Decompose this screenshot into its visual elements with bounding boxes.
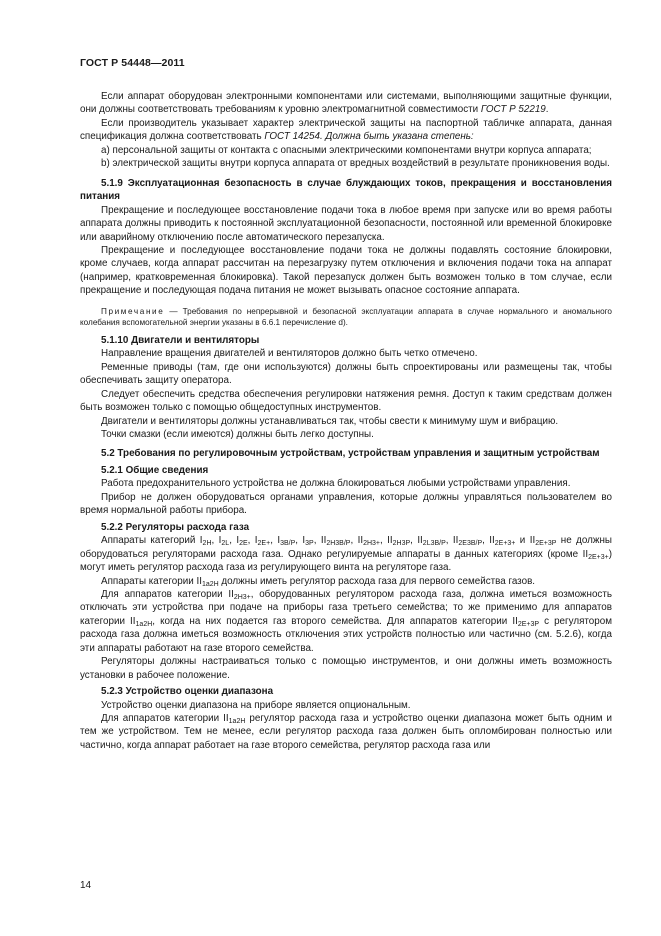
paragraph: Прекращение и последующее восстановление подачи тока не должны подавлять состояние блокировки, кроме случаев, когда аппарат рассчитан на перезагрузку путем отключения и включения подачи тока на аппарат (например, кратковременная блокировка). Такой перезапуск должен быть возможен только в том случае, если прекращение и последующая подача питания не может вызывать опасное состояние аппарата. [80,244,612,297]
category-code: $I_{2E}$ [236,535,248,548]
subsection-heading: 5.2.2 Регуляторы расхода газа [101,521,250,533]
category-code: $II_{1a2H}$ [130,615,153,628]
standard-reference: ГОСТ 14254. Должна быть указана степень: [264,131,474,143]
paragraph: Направление вращения двигателей и вентиляторов должно быть четко отмечено. [101,348,478,360]
list-item: b) электрической защиты внутри корпуса аппарата от вредных воздействий в результате проникновения воды. [101,158,610,170]
paragraph: Устройство оценки диапазона на приборе является опциональным. [101,699,411,711]
note-label: Примечание [101,306,165,316]
paragraph: Для аппаратов категории $II_{1a2H}$ регулятор расхода газа и устройство оценки диапазона может быть одним и тем же устройством. Тем не менее, если регулятор расхода газа должен быть опломбирован полностью или частично, когда аппарат работает на газе второго семейства, регулятор расхода газа или [80,713,612,751]
subsection-heading: 5.2.1 Общие сведения [101,464,209,476]
category-code: $I_{2E+}$ [254,535,271,548]
subsection-heading: 5.2.3 Устройство оценки диапазона [101,686,274,698]
paragraph: Если аппарат оборудован электронными компонентами или системами, выполняющими защитные функции, они должны соответствовать требованиям к уровню электромагнитной совместимости ГОСТ Р 52219. [80,91,612,116]
category-code: $I_{3B/P}$ [277,535,296,548]
category-code: $I_{2L}$ [218,535,230,548]
category-code: $II_{2H3+}$ [357,535,381,548]
standard-reference: ГОСТ Р 52219 [480,104,546,116]
category-code: $II_{2E3B/P}$ [452,535,483,548]
paragraph: Ременные приводы (там, где они используются) должны быть спроектированы или размещены так, чтобы обеспечивать защиту оператора. [80,361,612,387]
category-code: $II_{2H3P}$ [387,535,411,548]
paragraph: Следует обеспечить средства обеспечения регулировки натяжения ремня. Доступ к таким средствам должен быть возможен только с помощью общедоступных инструментов. [80,388,612,414]
paragraph: Аппараты категории $II_{1a2H}$ должны иметь регулятор расхода газа для первого семейства газов. [101,575,536,588]
paragraph: Для аппаратов категории $II_{2H3+}$, оборудованных регулятором расхода газа, должна иметься возможность отключать эти устройства при подаче на приборы газа третьего семейства; то же применимо для аппаратов категории $II_{1a2H}$, когда на них подается газ второго семейства. Для аппаратов категории $II_{2E+3P}$ с регулятором расхода газа должна иметься возможность отключения этих устройств полностью или частично (см. 5.2.6), когда эти аппараты работают на газе второго семейства. [80,588,612,654]
category-code: $I_{2H}$ [199,535,212,548]
category-code: $II_{2H3B/P}$ [320,535,351,548]
paragraph: Если производитель указывает характер электрической защиты на паспортной табличке аппарата, данная спецификация должна соответствовать ГОСТ 14254. Должна быть указана степень: [80,117,612,143]
paragraph: Аппараты категорий $I_{2H}$, $I_{2L}$, $I_{2E}$, $I_{2E+}$, $I_{3B/P}$, $I_{3P}$, $II_{2H3B/P}$, $II_{2H3+}$, $II_{2H3P}$, $II_{2L3B/P}$, $II_{2E3B/P}$, $II_{2E+3+}$ и $II_{2E+3P}$ не должны оборудоваться регуляторами расхода газа. Однако регулируемые аппараты в данных категориях (кроме $II_{2E+3+}$) могут иметь регулятор расхода газа из регулирующего винта на регуляторе газа. [80,535,612,574]
paragraph: Двигатели и вентиляторы должны устанавливаться так, чтобы свести к минимуму шум и вибрацию. [101,415,559,427]
category-code: $I_{3P}$ [302,535,314,548]
section-heading: 5.2 Требования по регулировочным устройствам, устройствам управления и защитным устройствам [101,448,600,460]
paragraph: Работа предохранительного устройства не должна блокироваться любыми устройствами управления. [101,478,571,490]
document-header: ГОСТ Р 54448—2011 [80,57,185,69]
document-body [80,90,612,752]
category-code: $II_{2L3B/P}$ [417,535,446,548]
note: Примечание — Требования по непрерывной и безопасной эксплуатации аппарата в случае нормального и аномального колебания вспомогательной энергии указаны в 6.6.1 перечисление d). [80,306,612,327]
category-code: $II_{2H3+}$ [228,588,251,601]
list-item: a) персональной защиты от контакта с опасными электрическими компонентами внутри корпуса аппарата; [101,144,592,156]
paragraph: Прекращение и последующее восстановление подачи тока в любое время при запуске или во время работы аппарата должны приводить к постоянной эксплуатационной безопасности, постоянной или временной блокировке или аварийному отключению после автоматического перезапуска. [80,204,612,243]
category-code: $II_{2E+3P}$ [529,535,557,548]
category-code: $II_{1a2H}$ [223,713,246,726]
category-code: $II_{2E+3+}$ [582,548,609,561]
category-code: $II_{1a2H}$ [196,575,219,588]
category-code: $II_{2E+3+}$ [489,535,516,548]
paragraph: Точки смазки (если имеются) должны быть легко доступны. [101,428,374,440]
category-code: $II_{2E+3P}$ [512,615,540,628]
paragraph: Прибор не должен оборудоваться органами управления, которые должны управляться пользователем во время нормальной работы прибора. [80,491,612,517]
page-number: 14 [80,880,92,891]
paragraph: Регуляторы должны настраиваться только с помощью инструментов, и они должны иметь возможность установки в рабочее положение. [80,656,612,681]
section-heading: 5.1.9 Эксплуатационная безопасность в случае блуждающих токов, прекращения и восстановления питания [80,177,612,203]
section-heading: 5.1.10 Двигатели и вентиляторы [101,334,260,346]
